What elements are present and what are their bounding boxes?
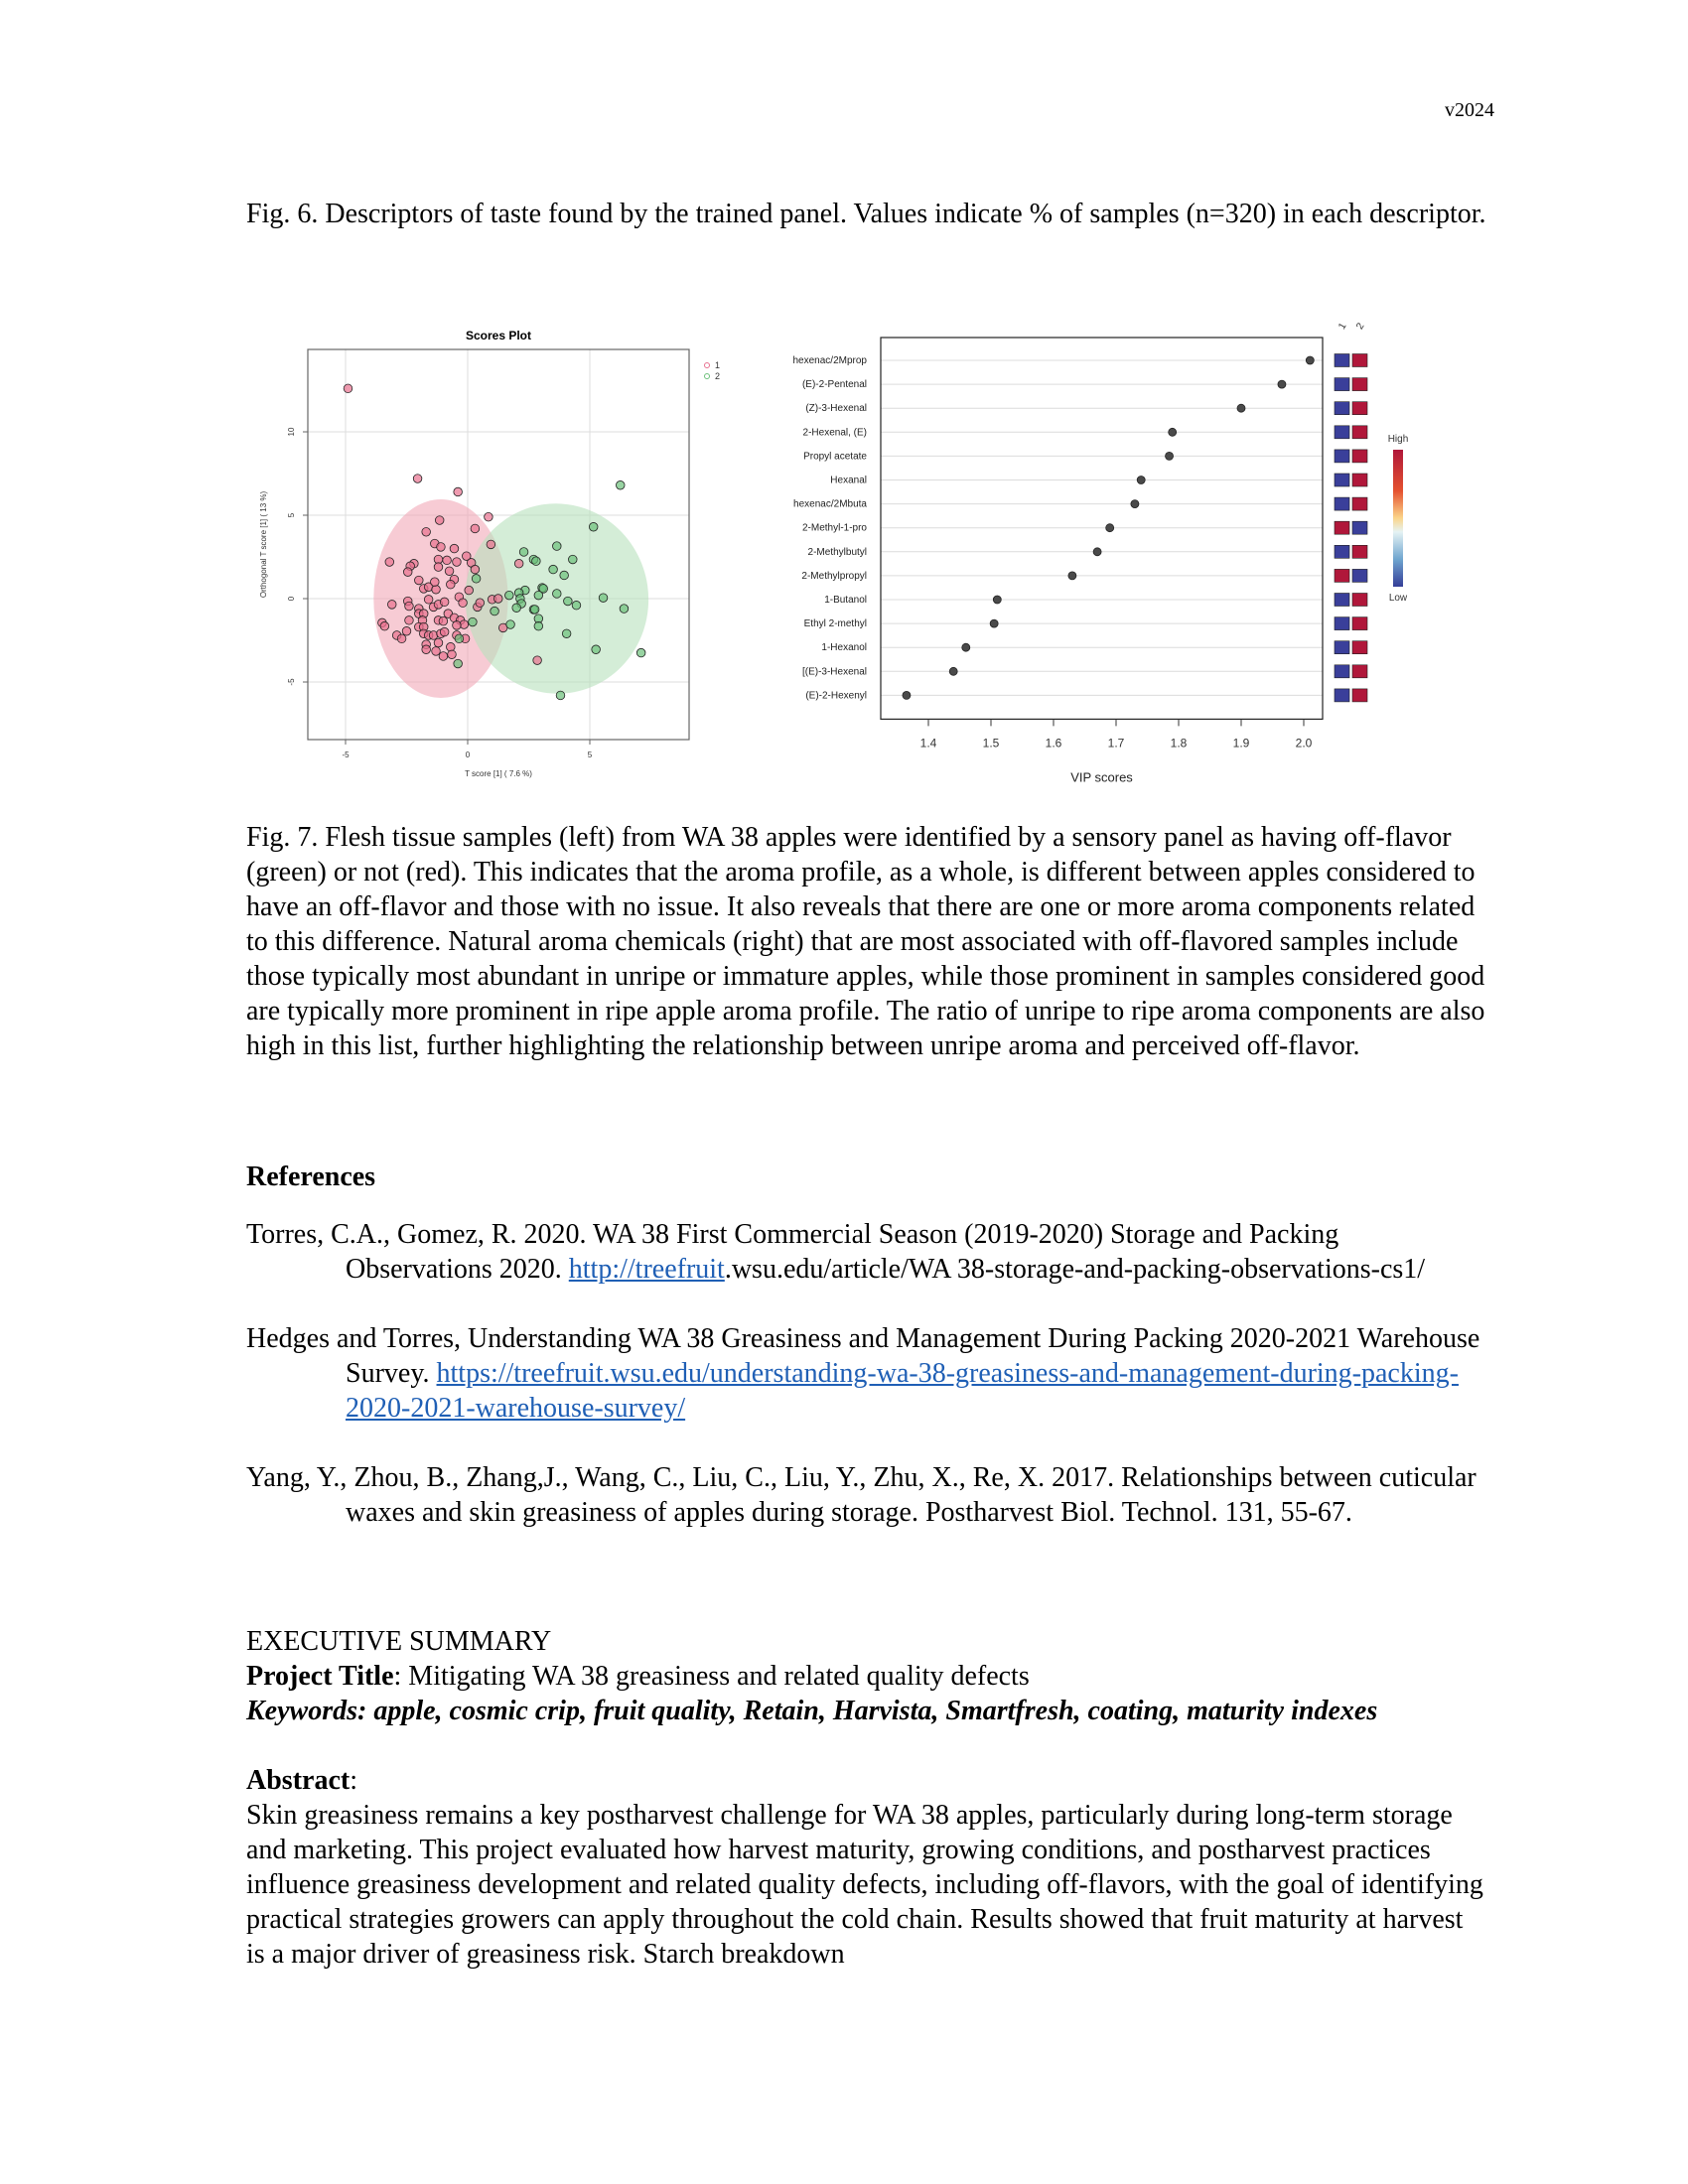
data-point-group-1 — [453, 621, 462, 630]
data-point-group-2 — [455, 634, 464, 643]
data-point-group-1 — [430, 578, 439, 587]
data-point-group-2 — [564, 597, 573, 606]
data-point-group-1 — [415, 576, 424, 585]
vip-category-label: [(E)-3-Hexenal — [801, 666, 867, 678]
y-axis-label: Orthogonal T score [1] ( 13 %) — [259, 490, 268, 599]
page-version: v2024 — [1445, 99, 1494, 121]
data-point-group-1 — [533, 656, 542, 665]
heatmap-cell — [1352, 641, 1367, 654]
heatmap-column-label: 1 — [1336, 321, 1349, 332]
data-point-group-1 — [405, 602, 414, 611]
svg-text:2.0: 2.0 — [1295, 736, 1313, 751]
data-point-group-2 — [552, 590, 561, 599]
references-heading: References — [246, 1161, 376, 1192]
vip-point — [1278, 380, 1286, 388]
svg-text:5: 5 — [587, 751, 593, 759]
data-point-group-2 — [556, 691, 565, 700]
svg-text:-5: -5 — [287, 678, 296, 686]
svg-text:1.6: 1.6 — [1045, 736, 1062, 751]
heatmap-cell — [1335, 545, 1349, 558]
scores-plot — [259, 329, 720, 778]
svg-text:0: 0 — [465, 751, 471, 759]
project-title-label: Project Title — [246, 1661, 394, 1692]
data-point-group-1 — [446, 580, 455, 589]
vip-point — [1068, 572, 1076, 580]
fig7-caption: Fig. 7. Flesh tissue samples (left) from WA 38 apples were identified by a sensory panel as having off-flavor (green) or not (red). This indicates that the aroma profile, as a whole, is different between apples considered to have an off-flavor and those with no issue. It also reveals that there are one or more aroma components related to this difference. Natural aroma chemicals (right) that are most associated with off-flavored samples include those typically most abundant in unripe or immature apples, while those prominent in samples considered good are typically more prominent in ripe apple aroma profile. The ratio of unripe to ripe aroma components are also high in this list, further highlighting the relationship between unripe aroma and perceived off-flavor. — [246, 822, 1485, 1061]
heatmap-cell — [1352, 569, 1367, 582]
heatmap-cell — [1352, 402, 1367, 415]
heatmap-cell — [1352, 426, 1367, 439]
svg-text:1.5: 1.5 — [982, 736, 1000, 751]
heatmap-cell — [1335, 521, 1349, 534]
heatmap-cell — [1335, 378, 1349, 391]
data-point-group-1 — [397, 634, 406, 643]
data-point-group-2 — [568, 555, 577, 564]
data-point-group-1 — [344, 384, 352, 393]
heatmap-cell — [1335, 617, 1349, 630]
data-point-group-1 — [471, 565, 480, 574]
heatmap-cell — [1352, 617, 1367, 630]
heatmap-cell — [1352, 665, 1367, 678]
project-title — [246, 1659, 1487, 1694]
data-point-group-1 — [387, 601, 396, 610]
reference-item — [246, 1321, 1487, 1426]
data-point-group-2 — [549, 565, 558, 574]
heatmap-cell — [1352, 521, 1367, 534]
scores-plot-title: Scores Plot — [465, 329, 532, 342]
keywords: Keywords: apple, cosmic crip, fruit quality, Retain, Harvista, Smartfresh, coating, maturity indexes — [246, 1696, 1378, 1726]
data-point-group-1 — [453, 558, 462, 567]
vip-category-label: (E)-2-Hexenyl — [805, 690, 867, 702]
data-point-group-2 — [534, 621, 543, 630]
heatmap-cell — [1352, 474, 1367, 486]
reference-item — [246, 1460, 1487, 1530]
heatmap-cell — [1335, 641, 1349, 654]
vip-category-label: 1-Hexanol — [821, 642, 867, 654]
data-point-group-1 — [450, 544, 459, 553]
data-point-group-1 — [437, 543, 446, 552]
fig7-figure — [248, 308, 1440, 804]
data-point-group-1 — [413, 475, 422, 483]
data-point-group-2 — [469, 617, 478, 626]
data-point-group-1 — [422, 528, 431, 537]
vip-category-label: (Z)-3-Hexenal — [805, 403, 867, 415]
data-point-group-1 — [443, 556, 452, 565]
svg-text:-5: -5 — [342, 751, 350, 759]
data-point-group-1 — [434, 638, 443, 647]
data-point-group-2 — [506, 620, 515, 629]
data-point-group-2 — [572, 601, 581, 610]
data-point-group-2 — [505, 591, 514, 600]
vip-category-label: Propyl acetate — [803, 451, 867, 463]
vip-category-label: Ethyl 2-methyl — [803, 618, 867, 630]
vip-point — [1106, 524, 1114, 532]
heatmap-cell — [1352, 378, 1367, 391]
vip-point — [1131, 500, 1139, 508]
heatmap-cell — [1335, 665, 1349, 678]
vip-category-label: hexenac/2Mprop — [792, 355, 867, 366]
heatmap-cell — [1352, 545, 1367, 558]
legend-entry: 1 — [715, 360, 721, 370]
data-point-group-1 — [448, 650, 457, 659]
vip-scores-plot — [793, 321, 1409, 784]
data-point-group-1 — [435, 516, 444, 525]
data-point-group-2 — [599, 594, 608, 603]
data-point-group-1 — [424, 596, 433, 605]
data-point-group-2 — [472, 575, 481, 584]
abstract-heading — [246, 1763, 1487, 1798]
svg-text:0: 0 — [287, 596, 296, 602]
vip-category-label: 2-Methylbutyl — [807, 546, 867, 558]
vip-point — [949, 667, 957, 675]
data-point-group-2 — [560, 571, 569, 580]
vip-point — [1093, 548, 1101, 556]
data-point-group-1 — [465, 586, 474, 595]
vip-category-label: hexenac/2Mbuta — [793, 498, 867, 510]
data-point-group-2 — [512, 604, 521, 613]
abstract-body: Skin greasiness remains a key postharvest challenge for WA 38 apples, particularly during long-term storage and marketing. This project evaluated how harvest maturity, growing conditions, and postharvest practices influence greasiness development and related quality defects, including off-flavors, with the goal of identifying practical strategies growers can apply throughout the cold chain. Results showed that fruit maturity at harvest is a major driver of greasiness risk. Starch breakdown — [246, 1800, 1483, 1970]
vip-category-label: Hexanal — [830, 475, 867, 486]
svg-text:10: 10 — [287, 427, 296, 437]
svg-text:1.9: 1.9 — [1232, 736, 1250, 751]
vip-point — [1166, 452, 1174, 460]
heatmap-cell — [1352, 594, 1367, 607]
data-point-group-1 — [402, 626, 411, 635]
data-point-group-1 — [432, 585, 441, 594]
data-point-group-2 — [616, 480, 625, 489]
reference-text: Hedges and Torres, Understanding WA 38 Greasiness and Management During Packing 2020-2021 Warehouse Survey. — [246, 1323, 1480, 1389]
data-point-group-1 — [471, 524, 480, 533]
heatmap-cell — [1352, 689, 1367, 702]
data-point-group-1 — [439, 652, 448, 661]
data-point-group-1 — [476, 599, 485, 608]
vip-point — [1306, 356, 1314, 364]
data-point-group-1 — [440, 598, 449, 607]
vip-category-label: (E)-2-Pentenal — [801, 379, 867, 391]
heatmap-cell — [1335, 402, 1349, 415]
data-point-group-1 — [432, 647, 441, 656]
fig7-charts — [248, 308, 1440, 804]
data-point-group-2 — [491, 607, 499, 615]
data-point-group-1 — [487, 540, 495, 549]
svg-text:1.4: 1.4 — [919, 736, 937, 751]
data-point-group-1 — [380, 621, 389, 630]
data-point-group-2 — [534, 591, 543, 600]
vip-point — [962, 643, 970, 651]
heatmap-cell — [1352, 354, 1367, 367]
data-point-group-1 — [440, 627, 449, 636]
heatmap-cell — [1335, 426, 1349, 439]
data-point-group-1 — [514, 559, 523, 568]
vip-point — [1237, 404, 1245, 412]
colorbar-low-label: Low — [1388, 593, 1408, 604]
data-point-group-2 — [620, 605, 629, 614]
data-point-group-2 — [589, 522, 598, 531]
heatmap-cell — [1335, 569, 1349, 582]
data-point-group-2 — [454, 659, 463, 668]
vip-x-axis-label: VIP scores — [1070, 769, 1133, 785]
data-point-group-1 — [422, 645, 431, 654]
data-point-group-2 — [562, 629, 571, 638]
vip-point — [990, 619, 998, 627]
reference-link[interactable]: http://treefruit — [568, 1254, 725, 1285]
reference-link[interactable]: https://treefruit.wsu.edu/understanding-wa-38-greasiness-and-management-during-packing-2020-2021-warehouse-survey/ — [346, 1358, 1459, 1424]
data-point-group-2 — [530, 606, 539, 614]
abstract-heading-label: Abstract — [246, 1765, 351, 1796]
data-point-group-2 — [592, 645, 601, 654]
colorbar — [1393, 450, 1403, 587]
vip-category-label: 2-Methyl-1-pro — [801, 522, 867, 534]
data-point-group-1 — [439, 616, 448, 625]
heatmap-cell — [1335, 450, 1349, 463]
svg-text:1.8: 1.8 — [1170, 736, 1188, 751]
project-title-value: : Mitigating WA 38 greasiness and related quality defects — [393, 1661, 1030, 1692]
heatmap-cell — [1352, 450, 1367, 463]
abstract-heading-colon: : — [350, 1765, 357, 1796]
data-point-group-1 — [445, 567, 454, 576]
vip-point — [1137, 477, 1145, 484]
vip-point — [1169, 428, 1177, 436]
data-point-group-2 — [532, 557, 541, 566]
data-point-group-1 — [434, 563, 443, 572]
data-point-group-1 — [485, 512, 493, 521]
vip-point — [993, 596, 1001, 604]
svg-text:1.7: 1.7 — [1107, 736, 1125, 751]
data-point-group-2 — [636, 648, 645, 657]
data-point-group-2 — [519, 548, 528, 557]
data-point-group-1 — [446, 642, 455, 651]
heatmap-column-label: 2 — [1354, 321, 1367, 332]
heatmap-cell — [1352, 497, 1367, 510]
data-point-group-1 — [385, 558, 394, 567]
vip-category-label: 2-Methylpropyl — [801, 570, 867, 582]
colorbar-high-label: High — [1387, 434, 1409, 445]
heatmap-cell — [1335, 689, 1349, 702]
reference-item — [246, 1217, 1487, 1287]
data-point-group-1 — [459, 599, 468, 608]
legend-entry: 2 — [715, 371, 721, 381]
heatmap-cell — [1335, 354, 1349, 367]
svg-text:5: 5 — [287, 512, 296, 518]
data-point-group-1 — [403, 568, 412, 577]
data-point-group-1 — [454, 487, 463, 496]
executive-summary-heading: EXECUTIVE SUMMARY — [246, 1626, 552, 1657]
reference-text: Torres, C.A., Gomez, R. 2020. WA 38 First Commercial Season (2019-2020) Storage and Packing Observations 2020. — [246, 1219, 1339, 1285]
reference-text: Yang, Y., Zhou, B., Zhang,J., Wang, C., Liu, C., Liu, Y., Zhu, X., Re, X. 2017. Relationships between cuticular waxes and skin greasiness of apples during storage. Postharvest Biol. Technol. 131, 55-67. — [246, 1462, 1477, 1528]
heatmap-cell — [1335, 497, 1349, 510]
data-point-group-1 — [405, 616, 414, 625]
reference-text-after: .wsu.edu/article/WA 38-storage-and-packing-observations-cs1/ — [724, 1254, 1426, 1285]
x-axis-label: T score [1] ( 7.6 %) — [465, 769, 532, 778]
vip-category-label: 2-Hexenal, (E) — [802, 427, 867, 439]
vip-point — [903, 691, 911, 699]
fig6-caption: Fig. 6. Descriptors of taste found by the trained panel. Values indicate % of samples (n=320) in each descriptor. — [246, 199, 1486, 229]
data-point-group-2 — [552, 542, 561, 551]
data-point-group-1 — [493, 595, 502, 604]
vip-category-label: 1-Butanol — [824, 595, 867, 606]
heatmap-cell — [1335, 594, 1349, 607]
heatmap-cell — [1335, 474, 1349, 486]
